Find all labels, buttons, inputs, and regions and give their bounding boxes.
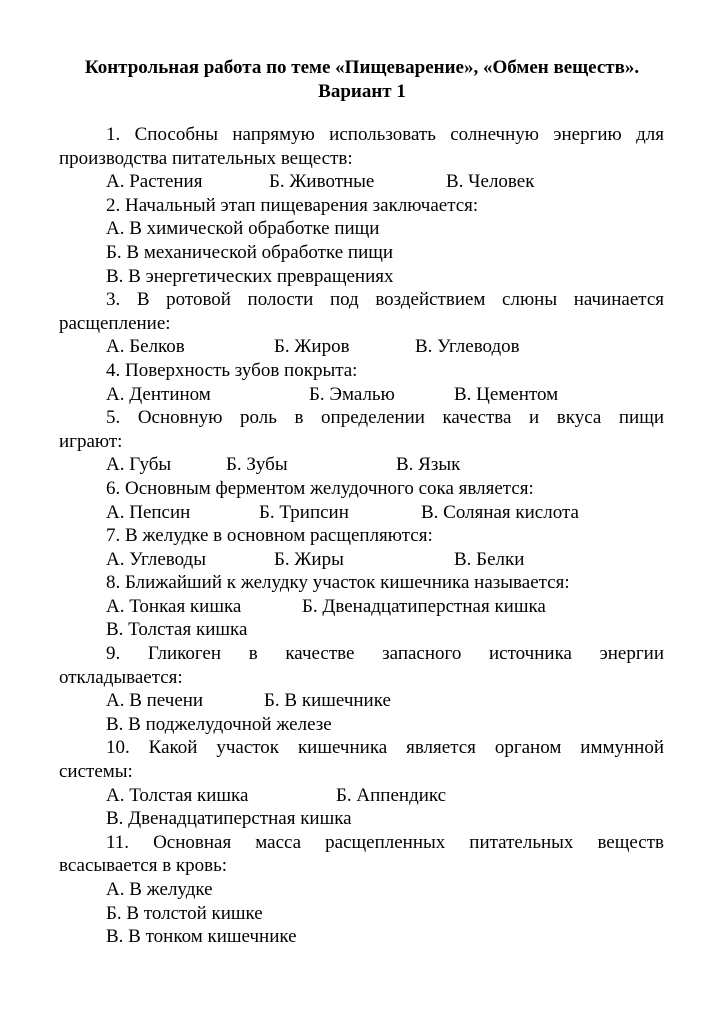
question-3-text: 3. В ротовой полости под воздействием слюны начинается bbox=[106, 289, 664, 311]
option-b: Б. Зубы bbox=[226, 454, 288, 476]
question-3-text-cont: расщепление: bbox=[59, 312, 171, 334]
option-a: А. В химической обработке пищи bbox=[106, 218, 380, 240]
option-c: В. Двенадцатиперстная кишка bbox=[106, 808, 352, 830]
question-7-text: 7. В желудке в основном расщепляются: bbox=[106, 525, 433, 547]
question-5-text-cont: играют: bbox=[59, 430, 123, 452]
question-6-options bbox=[59, 501, 664, 525]
question-5-options bbox=[59, 453, 664, 477]
option-b: Б. В толстой кишке bbox=[106, 902, 263, 924]
option-c: В. Толстая кишка bbox=[106, 619, 248, 641]
option-a: А. Тонкая кишка bbox=[106, 595, 242, 617]
option-a: А. Пепсин bbox=[106, 501, 191, 523]
option-b: Б. В механической обработке пищи bbox=[106, 241, 394, 263]
question-1-text-cont: производства питательных веществ: bbox=[59, 147, 353, 169]
option-c: В. В энергетических превращениях bbox=[106, 265, 394, 287]
option-a: А. Губы bbox=[106, 454, 172, 476]
option-a: А. Дентином bbox=[106, 383, 211, 405]
option-c: В. Цементом bbox=[454, 383, 559, 405]
question-8-text: 8. Ближайший к желудку участок кишечника называется: bbox=[106, 572, 570, 594]
question-1-options bbox=[59, 170, 664, 194]
question-1-text: 1. Способны напрямую использовать солнечную энергию для bbox=[106, 124, 664, 145]
page-title: Контрольная работа по теме «Пищеварение», «Обмен веществ». bbox=[84, 57, 640, 78]
question-11-text-cont: всасывается в кровь: bbox=[59, 855, 228, 877]
question-10-options bbox=[59, 784, 664, 808]
option-a: А. Толстая кишка bbox=[106, 784, 249, 806]
question-5-text: 5. Основную роль в определении качества и вкуса пищи bbox=[106, 407, 664, 429]
question-9-text-cont: откладывается: bbox=[59, 666, 183, 688]
option-a: А. Растения bbox=[106, 171, 203, 193]
option-a: А. В желудке bbox=[106, 879, 213, 900]
option-b: Б. Жиры bbox=[274, 548, 344, 570]
question-9-text: 9. Гликоген в качестве запасного источника энергии bbox=[106, 643, 664, 665]
option-b: Б. В кишечнике bbox=[264, 690, 391, 712]
option-c: В. Углеводов bbox=[415, 336, 520, 358]
option-b: Б. Животные bbox=[269, 171, 375, 193]
option-b: Б. Жиров bbox=[274, 336, 350, 358]
question-11-text: 11. Основная масса расщепленных питательных веществ bbox=[106, 831, 664, 853]
option-a: А. Белков bbox=[106, 336, 185, 358]
option-b: Б. Трипсин bbox=[259, 501, 349, 523]
option-a: А. В печени bbox=[106, 690, 204, 712]
question-4-text: 4. Поверхность зубов покрыта: bbox=[106, 359, 358, 381]
question-3-options bbox=[59, 335, 664, 359]
question-4-options bbox=[59, 383, 664, 407]
option-c: В. В поджелудочной железе bbox=[106, 713, 332, 735]
option-c: В. Белки bbox=[454, 548, 525, 570]
option-b: Б. Эмалью bbox=[309, 383, 395, 405]
question-2-text: 2. Начальный этап пищеварения заключается: bbox=[106, 194, 479, 216]
option-b: Б. Двенадцатиперстная кишка bbox=[302, 595, 546, 617]
variant-title: Вариант 1 bbox=[318, 81, 406, 102]
option-b: Б. Аппендикс bbox=[336, 784, 447, 806]
questions-list bbox=[59, 123, 664, 949]
question-10-text: 10. Какой участок кишечника является органом иммунной bbox=[106, 737, 664, 759]
option-c: В. Язык bbox=[396, 454, 461, 476]
option-c: В. Человек bbox=[446, 171, 535, 193]
question-8-options bbox=[59, 595, 664, 619]
option-c: В. Соляная кислота bbox=[421, 501, 579, 523]
question-7-options bbox=[59, 548, 664, 572]
option-a: А. Углеводы bbox=[106, 548, 206, 570]
question-10-text-cont: системы: bbox=[59, 761, 133, 783]
question-9-options bbox=[59, 689, 664, 713]
question-6-text: 6. Основным ферментом желудочного сока является: bbox=[106, 477, 534, 499]
option-c: В. В тонком кишечнике bbox=[106, 926, 297, 948]
